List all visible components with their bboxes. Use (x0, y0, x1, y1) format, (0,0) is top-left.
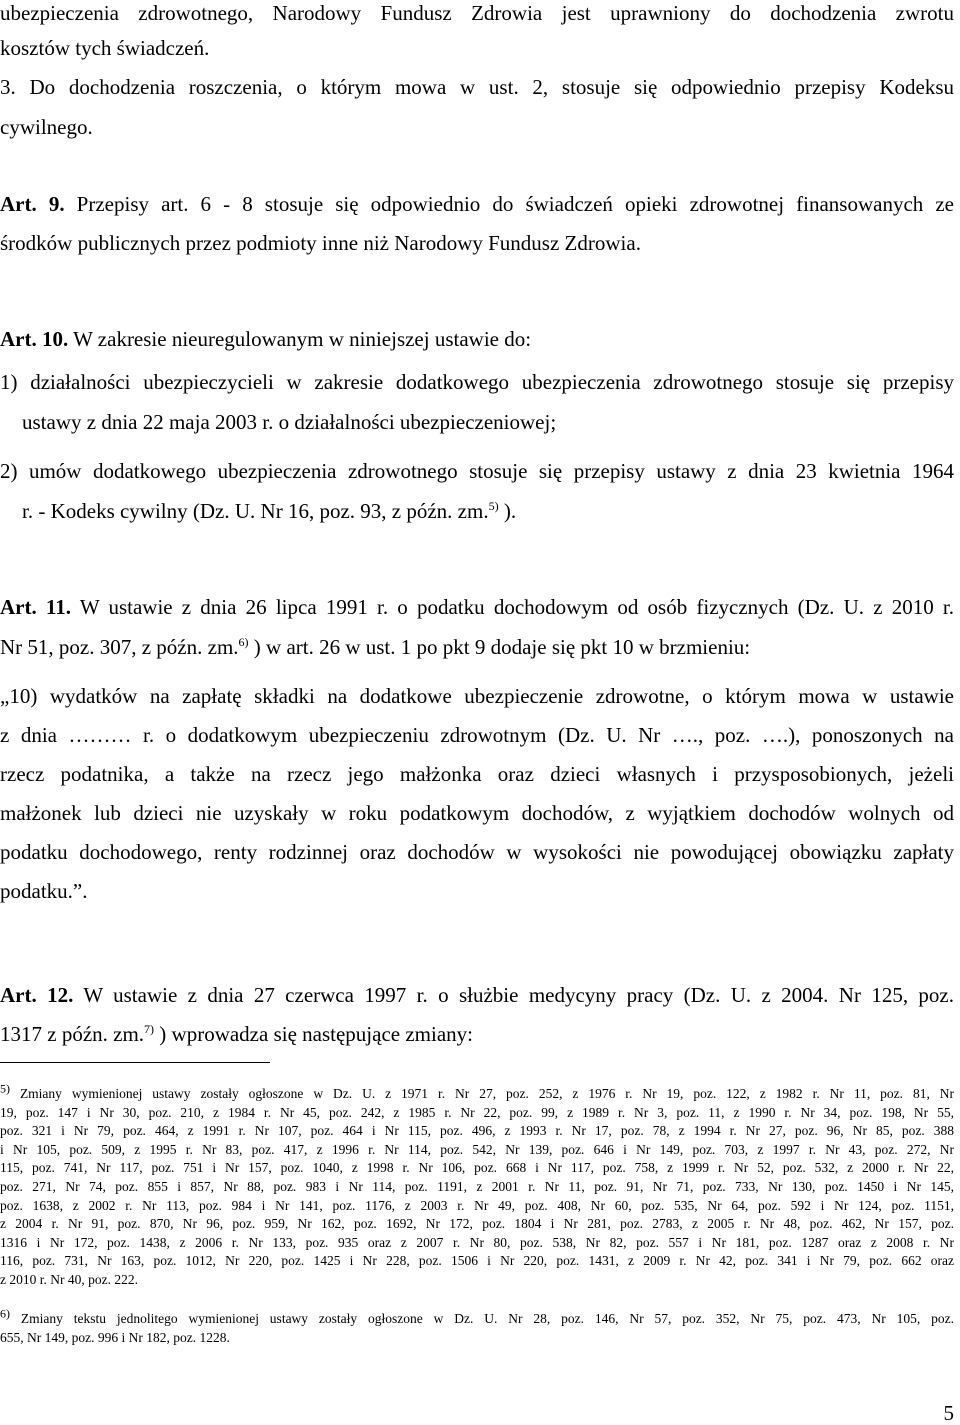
paragraph-line (0, 74, 954, 100)
text: podatku dochodowego, renty rodzinnej oraz dochodów w wysokości nie powodującej obowiązku zapłaty (0, 840, 954, 864)
list-item (0, 458, 954, 484)
list-item (0, 369, 954, 395)
text: ). (498, 499, 517, 523)
article-9 (0, 191, 954, 217)
article-label: Art. 11. (0, 595, 72, 619)
footnote-5 (0, 1081, 954, 1290)
article-label: Art. 10. (0, 327, 69, 351)
quoted-line (0, 761, 954, 787)
footnote-6 (0, 1306, 954, 1347)
text: „10) wydatków na zapłatę składki na dodatkowe ubezpieczenie zdrowotne, o którym mowa w ustawie (0, 684, 954, 708)
text: W ustawie z dnia 26 lipca 1991 r. o podatku dochodowym od osób fizycznych (Dz. U. z 2010 r. (71, 595, 954, 619)
list-item-continuation (22, 498, 516, 524)
text: środków publicznych przez podmioty inne niż Narodowy Fundusz Zdrowia. (0, 231, 641, 255)
text: 1) działalności ubezpieczycieli w zakresie dodatkowego ubezpieczenia zdrowotnego stosuje się przepisy (0, 370, 954, 394)
footnote-line (0, 1081, 954, 1104)
article-10 (0, 326, 531, 352)
footnote-line: poz. 321 i Nr 79, poz. 464, z 1991 r. Nr 107, poz. 464 i Nr 115, poz. 496, z 1993 r. Nr 17, poz. 78, z 1994 r. Nr 27, poz. 96, Nr 85, poz. 388 (0, 1123, 954, 1139)
footnote-line: i Nr 105, poz. 509, z 1995 r. Nr 83, poz. 417, z 1996 r. Nr 114, poz. 542, Nr 139, poz. 646 i Nr 149, poz. 703, z 1997 r. Nr 43, poz. 272, Nr (0, 1141, 954, 1157)
footnote-line: 655, Nr 149, poz. 996 i Nr 182, poz. 1228. (0, 1329, 230, 1345)
footnote-ref[interactable]: 7) (144, 1022, 155, 1036)
text: rzecz podatnika, a także na rzecz jego małżonka oraz dzieci własnych i przysposobionych, jeżeli (0, 762, 954, 786)
quoted-line (0, 722, 954, 748)
text: kosztów tych świadczeń. (0, 36, 210, 60)
text: z dnia ……… r. o dodatkowym ubezpieczeniu zdrowotnym (Dz. U. Nr …., poz. ….), ponoszonych na (0, 723, 954, 747)
footnote-ref[interactable]: 6) (238, 635, 249, 649)
text: Zmiany tekstu jednolitego wymienionej ustawy zostały ogłoszone w Dz. U. Nr 28, poz. 146, Nr 57, poz. 352, Nr 75, poz. 473, Nr 105, poz. (10, 1311, 954, 1326)
text: podatku.”. (0, 879, 88, 903)
text: ubezpieczenia zdrowotnego, Narodowy Fundusz Zdrowia jest uprawniony do dochodzenia zwrotu (0, 1, 954, 25)
text: 1317 z późn. zm. (0, 1022, 145, 1046)
list-item-continuation (22, 409, 556, 435)
text: W ustawie z dnia 27 czerwca 1997 r. o służbie medycyny pracy (Dz. U. z 2004. Nr 125, poz. (73, 983, 954, 1007)
text: Zmiany wymienionej ustawy zostały ogłoszone w Dz. U. z 1971 r. Nr 27, poz. 252, z 1976 r. Nr 19, poz. 122, z 1982 r. Nr 11, poz. 81, Nr (10, 1086, 954, 1101)
footnote-line: 115, poz. 741, Nr 117, poz. 751 i Nr 157, poz. 1040, z 1998 r. Nr 106, poz. 668 i Nr 117, poz. 758, z 1999 r. Nr 52, poz. 532, z 2000 r. Nr 22, (0, 1160, 954, 1176)
text: ustawy z dnia 22 maja 2003 r. o działalności ubezpieczeniowej; (22, 410, 557, 434)
article-12 (0, 982, 954, 1008)
footnote-line: poz. 1638, z 2002 r. Nr 113, poz. 984 i Nr 141, poz. 1176, z 2003 r. Nr 49, poz. 408, Nr 60, poz. 535, Nr 64, poz. 592 i Nr 124, poz. 1151, (0, 1197, 954, 1213)
quoted-line (0, 800, 954, 826)
footnote-separator (0, 1062, 270, 1063)
footnote-line: poz. 271, Nr 74, poz. 855 i 857, Nr 88, poz. 983 i Nr 114, poz. 1191, z 2001 r. Nr 11, poz. 91, Nr 71, poz. 733, Nr 130, poz. 1450 i Nr 145, (0, 1178, 954, 1194)
text: 2) umów dodatkowego ubezpieczenia zdrowotnego stosuje się przepisy ustawy z dnia 23 kwietnia 1964 (0, 459, 954, 483)
footnote-line: z 2010 r. Nr 40, poz. 222. (0, 1271, 138, 1287)
footnote-line: 19, poz. 147 i Nr 30, poz. 210, z 1984 r. Nr 45, poz. 242, z 1985 r. Nr 22, poz. 99, z 1989 r. Nr 3, poz. 11, z 1990 r. Nr 34, poz. 198, Nr 55, (0, 1104, 954, 1120)
paragraph-line (0, 634, 750, 660)
text: 3. Do dochodzenia roszczenia, o którym mowa w ust. 2, stosuje się odpowiednio przepisy Kodeksu (0, 75, 954, 99)
text: r. - Kodeks cywilny (Dz. U. Nr 16, poz. 93, z późn. zm. (22, 499, 489, 523)
text: Nr 51, poz. 307, z późn. zm. (0, 635, 239, 659)
text: małżonek lub dzieci nie uzyskały w roku podatkowym dochodów, z wyjątkiem dochodów wolnych od (0, 801, 954, 825)
footnote-line (0, 1306, 954, 1329)
footnote-line: z 2004 r. Nr 91, poz. 870, Nr 96, poz. 959, Nr 162, poz. 1692, Nr 172, poz. 1804 i Nr 281, poz. 2783, z 2005 r. Nr 48, poz. 462, Nr 157, poz. (0, 1216, 954, 1232)
text: ) w art. 26 w ust. 1 po pkt 9 dodaje się pkt 10 w brzmieniu: (248, 635, 751, 659)
text: W zakresie nieuregulowanym w niniejszej ustawie do: (68, 327, 532, 351)
quoted-line (0, 839, 954, 865)
footnote-mark: 5) (0, 1081, 10, 1096)
article-11 (0, 594, 954, 620)
footnote-line: 116, poz. 731, Nr 163, poz. 1012, Nr 220, poz. 1425 i Nr 228, poz. 1506 i Nr 220, poz. 1431, z 2009 r. Nr 42, poz. 341 i Nr 79, poz. 662 oraz (0, 1253, 954, 1269)
footnote-line: 1316 i Nr 172, poz. 1438, z 2006 r. Nr 133, poz. 935 oraz z 2007 r. Nr 80, poz. 538, Nr 82, poz. 557 i Nr 181, poz. 1287 oraz z 2008 r. Nr (0, 1234, 954, 1250)
article-label: Art. 12. (0, 983, 74, 1007)
paragraph-line (0, 0, 954, 26)
text: ) wprowadza się następujące zmiany: (154, 1022, 473, 1046)
paragraph-line (0, 230, 641, 256)
footnote-mark: 6) (0, 1306, 10, 1321)
quoted-line (0, 878, 87, 904)
article-label: Art. 9. (0, 192, 65, 216)
page-number: 5 (943, 1401, 954, 1425)
text: Przepisy art. 6 - 8 stosuje się odpowiednio do świadczeń opieki zdrowotnej finansowanych ze (64, 192, 955, 216)
paragraph-line (0, 35, 209, 61)
paragraph-line (0, 1021, 473, 1047)
footnote-ref[interactable]: 5) (488, 499, 499, 513)
paragraph-line (0, 114, 93, 140)
quoted-line (0, 683, 954, 709)
text: cywilnego. (0, 115, 93, 139)
